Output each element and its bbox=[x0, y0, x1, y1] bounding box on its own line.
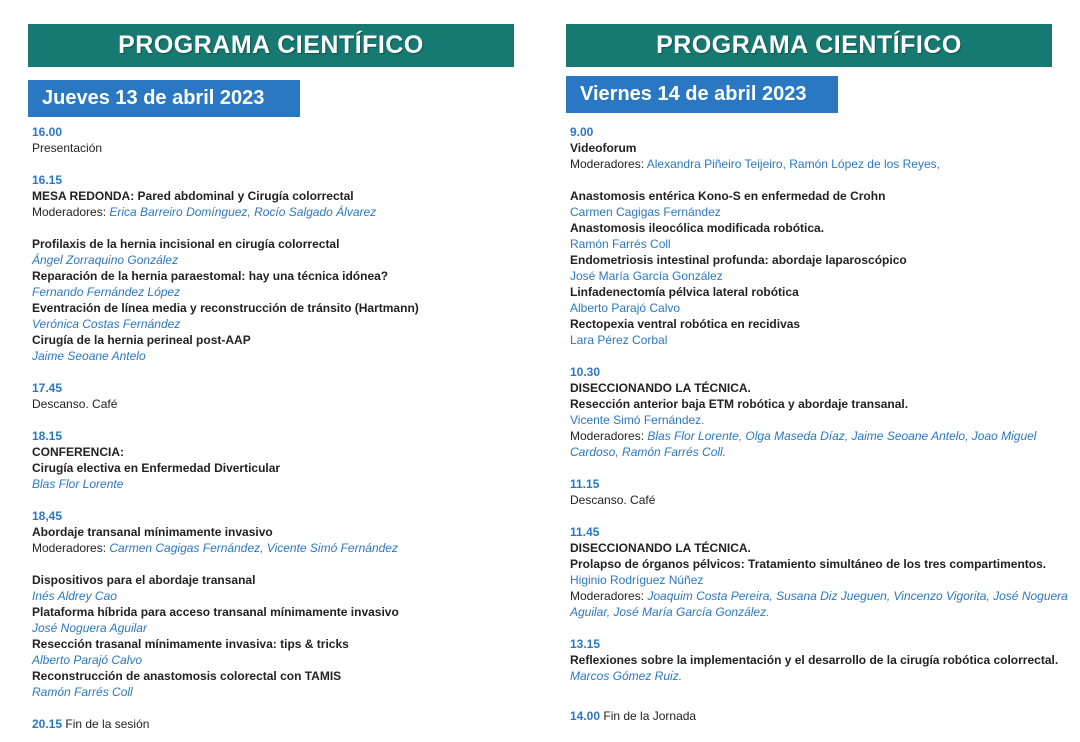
session-title: Anastomosis ileocólica modificada robótica. bbox=[570, 221, 825, 235]
speaker-name: José Noguera Aguilar bbox=[32, 621, 147, 635]
session-title: CONFERENCIA: bbox=[32, 445, 124, 459]
spacer bbox=[570, 684, 1052, 700]
spacer bbox=[570, 700, 1052, 708]
session-title: Anastomosis entérica Kono-S en enfermedad de Crohn bbox=[570, 189, 886, 203]
session-title: Reparación de la hernia paraestomal: hay una técnica idónea? bbox=[32, 269, 389, 283]
spacer bbox=[32, 364, 514, 380]
session-time: 18,45 bbox=[32, 509, 63, 523]
program-line bbox=[32, 428, 514, 444]
speaker-name: Ramón Farrés Coll bbox=[570, 237, 671, 251]
session-title: Abordaje transanal mínimamente invasivo bbox=[32, 525, 273, 539]
spacer bbox=[32, 220, 514, 236]
speaker-name: Ángel Zorraquino González bbox=[32, 253, 179, 267]
spacer bbox=[32, 156, 514, 172]
session-time: 17.45 bbox=[32, 381, 63, 395]
session-note: Presentación bbox=[32, 141, 103, 155]
program-line bbox=[32, 252, 514, 268]
moderators-names: Blas Flor Lorente, Olga Maseda Díaz, Jaime Seoane Antelo, Joao Miguel bbox=[647, 429, 1037, 443]
session-title: Dispositivos para el abordaje transanal bbox=[32, 573, 256, 587]
right-date-bar: Viernes 14 de abril 2023 bbox=[566, 76, 838, 113]
left-date-bar: Jueves 13 de abril 2023 bbox=[28, 80, 300, 117]
program-line bbox=[570, 604, 1052, 620]
program-line bbox=[570, 252, 1052, 268]
moderators-label: Moderadores: bbox=[32, 541, 110, 555]
right-column bbox=[566, 0, 1068, 742]
program-line bbox=[32, 316, 514, 332]
program-line bbox=[570, 524, 1052, 540]
moderators-names: Alexandra Piñeiro Teijeiro, Ramón López de los Reyes, bbox=[646, 157, 940, 171]
speaker-name: Aguilar, José María García González. bbox=[570, 605, 770, 619]
speaker-name: Blas Flor Lorente bbox=[32, 477, 124, 491]
speaker-name: José María García González bbox=[570, 269, 723, 283]
program-line bbox=[570, 492, 1052, 508]
program-line bbox=[32, 524, 514, 540]
speaker-name: Inés Aldrey Cao bbox=[32, 589, 117, 603]
program-line bbox=[32, 620, 514, 636]
program-line bbox=[570, 476, 1052, 492]
spacer bbox=[570, 172, 1052, 188]
session-end-note: Fin de la sesión bbox=[62, 717, 150, 731]
session-title: Reconstrucción de anastomosis colorectal con TAMIS bbox=[32, 669, 342, 683]
program-line bbox=[32, 348, 514, 364]
session-title: Linfadenectomía pélvica lateral robótica bbox=[570, 285, 799, 299]
program-line bbox=[570, 396, 1052, 412]
moderators-label: Moderadores: bbox=[570, 157, 647, 171]
session-title: Eventración de línea media y reconstrucción de tránsito (Hartmann) bbox=[32, 301, 419, 315]
program-line bbox=[570, 652, 1059, 668]
program-line bbox=[570, 124, 1052, 140]
program-line bbox=[570, 140, 1052, 156]
program-line bbox=[570, 332, 1052, 348]
right-header: PROGRAMA CIENTÍFICO bbox=[566, 24, 1052, 67]
spacer bbox=[570, 460, 1052, 476]
moderators-label: Moderadores: bbox=[570, 429, 648, 443]
session-title: Cirugía de la hernia perineal post-AAP bbox=[32, 333, 251, 347]
session-note: Descanso. Café bbox=[32, 397, 118, 411]
program-line bbox=[570, 156, 1052, 172]
program-line bbox=[570, 412, 1052, 428]
session-time: 9.00 bbox=[570, 125, 594, 139]
program-line bbox=[570, 220, 1052, 236]
program-line bbox=[32, 332, 514, 348]
program-line bbox=[32, 140, 514, 156]
program-line bbox=[32, 188, 514, 204]
moderators-label: Moderadores: bbox=[570, 589, 648, 603]
program-line bbox=[570, 380, 1052, 396]
program-line bbox=[570, 540, 1052, 556]
speaker-name: Ramón Farrés Coll bbox=[32, 685, 133, 699]
program-line bbox=[32, 604, 514, 620]
session-time: 16.15 bbox=[32, 173, 63, 187]
session-time: 20.15 bbox=[32, 717, 63, 731]
program-line bbox=[570, 284, 1052, 300]
left-header: PROGRAMA CIENTÍFICO bbox=[28, 24, 514, 67]
program-line bbox=[32, 508, 514, 524]
spacer bbox=[570, 620, 1052, 636]
program-line bbox=[32, 396, 514, 412]
session-title: MESA REDONDA: Pared abdominal y Cirugía colorrectal bbox=[32, 189, 354, 203]
program-line bbox=[570, 428, 1052, 444]
speaker-name: Jaime Seoane Antelo bbox=[32, 349, 146, 363]
program-line bbox=[570, 300, 1052, 316]
program-line bbox=[570, 316, 1052, 332]
session-time: 13.15 bbox=[570, 637, 601, 651]
moderators-names: Carmen Cagigas Fernández, Vicente Simó Fernández bbox=[109, 541, 398, 555]
program-line bbox=[32, 476, 514, 492]
program-line bbox=[32, 540, 514, 556]
session-title: DISECCIONANDO LA TÉCNICA. bbox=[570, 381, 751, 395]
program-line bbox=[32, 636, 514, 652]
speaker-name: Cardoso, Ramón Farrés Coll. bbox=[570, 445, 727, 459]
program-line bbox=[32, 572, 514, 588]
speaker-name: Lara Pérez Corbal bbox=[570, 333, 668, 347]
spacer bbox=[32, 556, 514, 572]
program-line bbox=[570, 204, 1052, 220]
program-line bbox=[32, 284, 514, 300]
program-line bbox=[32, 204, 514, 220]
spacer bbox=[570, 348, 1052, 364]
spacer bbox=[32, 700, 514, 716]
session-title: Profilaxis de la hernia incisional en cirugía colorrectal bbox=[32, 237, 340, 251]
program-line bbox=[32, 588, 514, 604]
spacer bbox=[32, 412, 514, 428]
moderators-label: Moderadores: bbox=[32, 205, 110, 219]
session-title: Rectopexia ventral robótica en recidivas bbox=[570, 317, 801, 331]
session-title: Endometriosis intestinal profunda: abordaje laparoscópico bbox=[570, 253, 907, 267]
session-title: Plataforma híbrida para acceso transanal mínimamente invasivo bbox=[32, 605, 399, 619]
session-time: 10.30 bbox=[570, 365, 601, 379]
speaker-name: Verónica Costas Fernández bbox=[32, 317, 181, 331]
right-program bbox=[570, 124, 1068, 724]
speaker-name: Higinio Rodríguez Núñez bbox=[570, 573, 704, 587]
program-line bbox=[570, 444, 1052, 460]
speaker-name: Vicente Simó Fernández. bbox=[570, 413, 705, 427]
program-line bbox=[570, 236, 1052, 252]
program-line bbox=[570, 572, 1052, 588]
spacer bbox=[32, 492, 514, 508]
program-line bbox=[32, 172, 514, 188]
session-title: Cirugía electiva en Enfermedad Diverticular bbox=[32, 461, 281, 475]
session-note: Descanso. Café bbox=[570, 493, 656, 507]
program-line bbox=[32, 236, 514, 252]
speaker-name: Alberto Parajó Calvo bbox=[570, 301, 681, 315]
program-line bbox=[570, 588, 1068, 604]
program-line bbox=[570, 708, 1052, 724]
session-time: 18.15 bbox=[32, 429, 63, 443]
session-title: DISECCIONANDO LA TÉCNICA. bbox=[570, 541, 751, 555]
program-line bbox=[32, 684, 514, 700]
session-end-note: Fin de la Jornada bbox=[600, 709, 697, 723]
session-title: Resección anterior baja ETM robótica y abordaje transanal. bbox=[570, 397, 909, 411]
speaker-name: Fernando Fernández López bbox=[32, 285, 181, 299]
program-line bbox=[570, 556, 1052, 572]
program-line bbox=[32, 652, 514, 668]
program-line bbox=[32, 124, 514, 140]
program-line bbox=[570, 364, 1052, 380]
session-title: Prolapso de órganos pélvicos: Tratamiento simultáneo de los tres compartimentos. bbox=[570, 557, 1047, 571]
program-line bbox=[570, 636, 1052, 652]
session-title: Reflexiones sobre la implementación y el desarrollo de la cirugía robótica colorrectal. bbox=[570, 653, 1059, 667]
session-title: Resección trasanal mínimamente invasiva: tips & tricks bbox=[32, 637, 349, 651]
spacer bbox=[570, 508, 1052, 524]
program-line bbox=[32, 668, 514, 684]
session-time: 14.00 bbox=[570, 709, 601, 723]
program-line bbox=[570, 188, 1052, 204]
program-line bbox=[32, 444, 514, 460]
moderators-names: Joaquim Costa Pereira, Susana Diz Jueguen, Vincenzo Vigorita, José Noguera bbox=[647, 589, 1068, 603]
moderators-names: Erica Barreiro Domínguez, Rocío Salgado Álvarez bbox=[109, 205, 377, 219]
speaker-name: Marcos Gómez Ruiz. bbox=[570, 669, 683, 683]
session-time: 11.15 bbox=[570, 477, 600, 491]
program-line bbox=[570, 268, 1052, 284]
program-line bbox=[32, 268, 514, 284]
session-title: Videoforum bbox=[570, 141, 637, 155]
program-line bbox=[570, 668, 1052, 684]
session-time: 16.00 bbox=[32, 125, 63, 139]
left-program bbox=[32, 124, 514, 732]
speaker-name: Carmen Cagigas Fernández bbox=[570, 205, 721, 219]
program-line bbox=[32, 380, 514, 396]
program-line bbox=[32, 460, 514, 476]
program-line bbox=[32, 716, 514, 732]
program-line bbox=[32, 300, 514, 316]
left-column bbox=[28, 0, 514, 742]
session-time: 11.45 bbox=[570, 525, 600, 539]
speaker-name: Alberto Parajó Calvo bbox=[32, 653, 143, 667]
